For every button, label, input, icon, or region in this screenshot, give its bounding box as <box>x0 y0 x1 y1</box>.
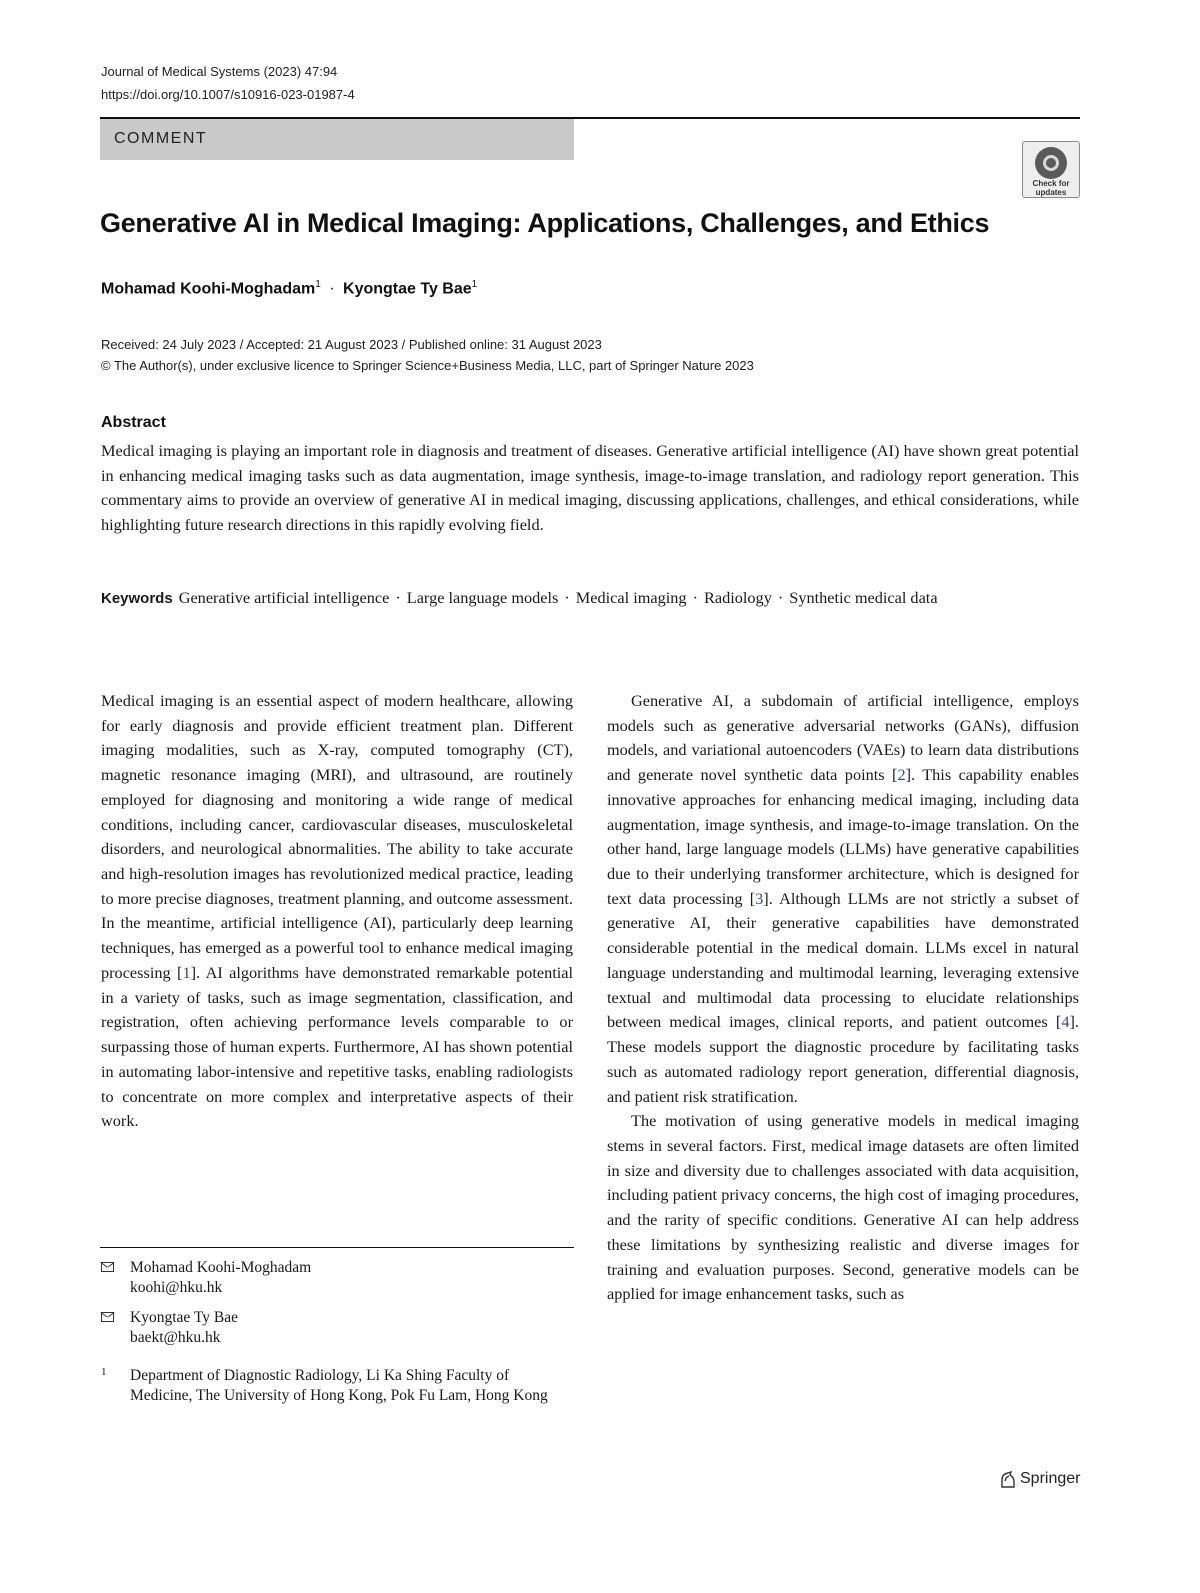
check-for-updates-badge[interactable] <box>1022 141 1080 198</box>
keyword-separator: · <box>777 588 784 607</box>
article-title: Generative AI in Medical Imaging: Applications, Challenges, and Ethics <box>100 208 990 238</box>
body-column-left <box>101 689 573 1134</box>
body-paragraph <box>607 689 1079 1109</box>
keyword-item: Medical imaging <box>575 588 687 607</box>
body-text: Medical imaging is an essential aspect of modern healthcare, allowing for early diagnosis and provide efficient treatment plan. Different imaging modalities, such as X-ray, computed tomography (CT), magnetic resonance imaging (MRI), and ultrasound, are routinely employed for diagnosing and monitoring a wide range of medical conditions, including cancer, cardiovascular diseases, musculoskeletal disorders, and neurological abnormalities. The ability to take accurate and high-resolution images has revolutionized medical practice, leading to more precise diagnoses, treatment planning, and outcome assessment. In the meantime, artificial intelligence (AI), particularly deep learning techniques, has emerged as a powerful tool to enhance medical imaging processing [ <box>101 691 573 982</box>
journal-citation: Journal of Medical Systems (2023) 47:94 <box>101 64 338 79</box>
envelope-icon <box>101 1262 114 1272</box>
footnote-rule <box>100 1247 574 1248</box>
body-text: ]. AI algorithms have demonstrated remarkable potential in a variety of tasks, such as image segmentation, classification, and registration, often achieving performance levels comparable to or surpassing those of human experts. Furthermore, AI has shown potential in automating labor-intensive and repetitive tasks, enabling radiologists to concentrate on more complex and interpretative aspects of their work. <box>101 962 574 1131</box>
keywords <box>101 586 1079 612</box>
keyword-item: Generative artificial intelligence <box>178 588 390 607</box>
body-text: Generative AI, a subdomain of artificial intelligence, employs models such as generative adversarial networks (GANs), diffusion models, and variational autoencoders (VAEs) to learn data distributions and generate novel synthetic data points [ <box>607 691 1079 785</box>
author-name[interactable]: Mohamad Koohi-Moghadam <box>101 280 316 298</box>
corresponding-email[interactable]: koohi@hku.hk <box>130 1279 223 1296</box>
keyword-separator: · <box>564 588 570 607</box>
crossmark-text-line2: updates <box>1035 188 1067 197</box>
body-text: ]. This capability enables innovative approaches for enhancing medical imaging, including data augmentation, image synthesis, and image-to-image translation. On the other hand, large language models (LLMs) have generative capabilities due to their underlying transformer architecture, which is designed for text data processing [ <box>607 765 1080 908</box>
keyword-item: Radiology <box>704 588 772 607</box>
article-type-label: COMMENT <box>114 130 208 147</box>
body-paragraph: The motivation of using generative models in medical imaging stems in several factors. First, medical image datasets are often limited in size and diversity due to challenges associated with data acquisition, including patient privacy concerns, the high cost of imaging procedures, and the rarity of specific conditions. Generative AI can help address these limitations by synthesizing realistic and diverse images for training and evaluation purposes. Second, generative models can be applied for image enhancement tasks, such as <box>607 1111 1079 1304</box>
author-name[interactable]: Kyongtae Ty Bae <box>343 280 472 298</box>
keyword-item: Synthetic medical data <box>789 588 938 607</box>
body-text: ]. Although LLMs are not strictly a subset of generative AI, their generative capabilities have demonstrated considerable potential in the medical domain. LLMs excel in natural language understanding and multimodal learning, leveraging extensive textual and multimodal data processing to elucidate relationships between medical images, clinical reports, and patient outcomes [ <box>607 888 1079 1032</box>
corresponding-name: Kyongtae Ty Bae <box>130 1309 238 1326</box>
article-type-band <box>100 119 574 160</box>
author-affil-marker: 1 <box>471 279 478 290</box>
keywords-label: Keywords <box>101 590 173 607</box>
body-text: ]. These models support the diagnostic procedure by facilitating tasks such as automated radiology report generation, differential diagnosis, and patient risk stratification. <box>607 1012 1079 1106</box>
copyright-line: © The Author(s), under exclusive licence to Springer Science+Business Media, LLC, part of Springer Nature 2023 <box>101 358 754 373</box>
keyword-separator: · <box>395 588 401 607</box>
affiliation-text: Department of Diagnostic Radiology, Li Ka Shing Faculty of Medicine, The University of Hong Kong, Pok Fu Lam, Hong Kong <box>130 1367 548 1404</box>
author-separator: · <box>329 280 335 298</box>
citation-link[interactable]: 4 <box>1061 1012 1070 1032</box>
doi-link[interactable]: https://doi.org/10.1007/s10916-023-01987-4 <box>101 87 355 102</box>
citation-link[interactable]: 2 <box>897 765 906 785</box>
author-list <box>101 279 477 298</box>
publication-dates: Received: 24 July 2023 / Accepted: 21 August 2023 / Published online: 31 August 2023 <box>101 337 602 352</box>
envelope-icon <box>101 1312 114 1322</box>
body-paragraph <box>101 689 573 1134</box>
body-column-right <box>607 689 1079 1307</box>
abstract-text: Medical imaging is playing an important role in diagnosis and treatment of diseases. Generative artificial intelligence (AI) have shown great potential in enhancing medical imaging tasks such as data augmentation, image synthesis, image-to-image translation, and radiology report generation. This commentary aims to provide an overview of generative AI in medical imaging, discussing applications, challenges, and ethical considerations, while highlighting future research directions in this rapidly evolving field. <box>101 441 1079 534</box>
author-affil-marker: 1 <box>315 279 321 290</box>
affiliation-number: 1 <box>101 1366 107 1378</box>
keyword-item: Large language models <box>406 588 559 607</box>
publisher-name: Springer <box>1020 1470 1081 1487</box>
crossmark-icon <box>1035 147 1067 179</box>
keyword-separator: · <box>692 588 698 607</box>
citation-link[interactable]: 1 <box>182 962 191 982</box>
corresponding-name: Mohamad Koohi-Moghadam <box>130 1259 312 1276</box>
citation-link[interactable]: 3 <box>755 888 764 908</box>
crossmark-text-line1: Check for <box>1032 179 1070 188</box>
springer-horse-icon <box>998 1470 1018 1490</box>
abstract-heading: Abstract <box>101 414 166 431</box>
corresponding-email[interactable]: baekt@hku.hk <box>130 1329 221 1346</box>
